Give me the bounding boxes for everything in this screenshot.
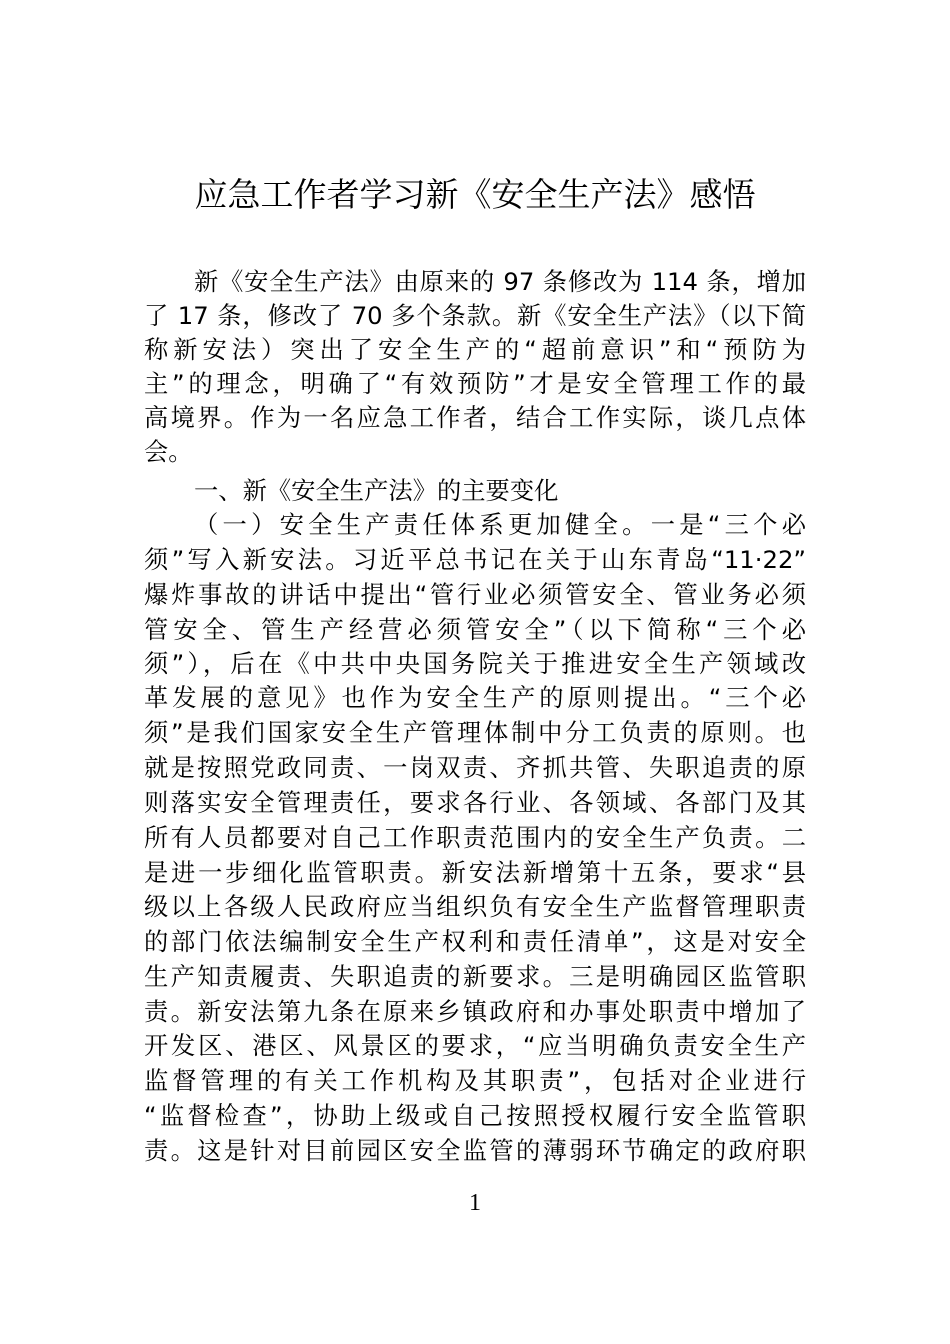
paragraph-line: 就是按照党政同责、一岗双责、齐抓共管、失职追责的原: [144, 753, 806, 782]
paragraph-line: 管安全、管生产经营必须管安全”（以下简称“三个必: [144, 615, 806, 644]
paragraph-line: 新《安全生产法》由原来的 97 条修改为 114 条，增加: [194, 267, 806, 296]
paragraph-line: 称新安法）突出了安全生产的“超前意识”和“预防为: [144, 335, 806, 364]
paragraph-line: 了 17 条，修改了 70 多个条款。新《安全生产法》（以下简: [144, 301, 806, 330]
paragraph-line: 的部门依法编制安全生产权利和责任清单”，这是对安全: [144, 927, 806, 956]
paragraph-line: 责。这是针对目前园区安全监管的薄弱环节确定的政府职: [144, 1136, 806, 1165]
paragraph-line: 须”），后在《中共中央国务院关于推进安全生产领域改: [144, 649, 806, 678]
section-heading: 一、新《安全生产法》的主要变化: [194, 476, 559, 505]
paragraph-line: 责。新安法第九条在原来乡镇政府和办事处职责中增加了: [144, 997, 806, 1026]
paragraph-line: 高境界。作为一名应急工作者，结合工作实际，谈几点体: [144, 403, 806, 432]
paragraph-line: 须”写入新安法。习近平总书记在关于山东青岛“11·22”: [144, 545, 806, 574]
paragraph-line: 则落实安全管理责任，要求各行业、各领域、各部门及其: [144, 788, 806, 817]
paragraph-line: 革发展的意见》也作为安全生产的原则提出。“三个必: [144, 683, 806, 712]
paragraph-line: 开发区、港区、风景区的要求，“应当明确负责安全生产: [144, 1031, 806, 1060]
document-title: 应急工作者学习新《安全生产法》感悟: [194, 175, 756, 214]
paragraph-line: 监督管理的有关工作机构及其职责”，包括对企业进行: [144, 1066, 806, 1095]
paragraph-line: 会。: [144, 437, 193, 466]
paragraph-line: 级以上各级人民政府应当组织负有安全生产监督管理职责: [144, 892, 806, 921]
paragraph-line: 是进一步细化监管职责。新安法新增第十五条，要求“县: [144, 858, 806, 887]
paragraph-line: （一）安全生产责任体系更加健全。一是“三个必: [194, 510, 806, 539]
paragraph-line: 须”是我们国家安全生产管理体制中分工负责的原则。也: [144, 718, 806, 747]
paragraph-line: 生产知责履责、失职追责的新要求。三是明确园区监管职: [144, 962, 806, 991]
paragraph-line: 所有人员都要对自己工作职责范围内的安全生产负责。二: [144, 823, 806, 852]
paragraph-line: 主”的理念，明确了“有效预防”才是安全管理工作的最: [144, 369, 806, 398]
page-number: 1: [469, 1190, 481, 1216]
paragraph-line: 爆炸事故的讲话中提出“管行业必须管安全、管业务必须: [144, 580, 806, 609]
paragraph-line: “监督检查”，协助上级或自己按照授权履行安全监管职: [144, 1101, 806, 1130]
